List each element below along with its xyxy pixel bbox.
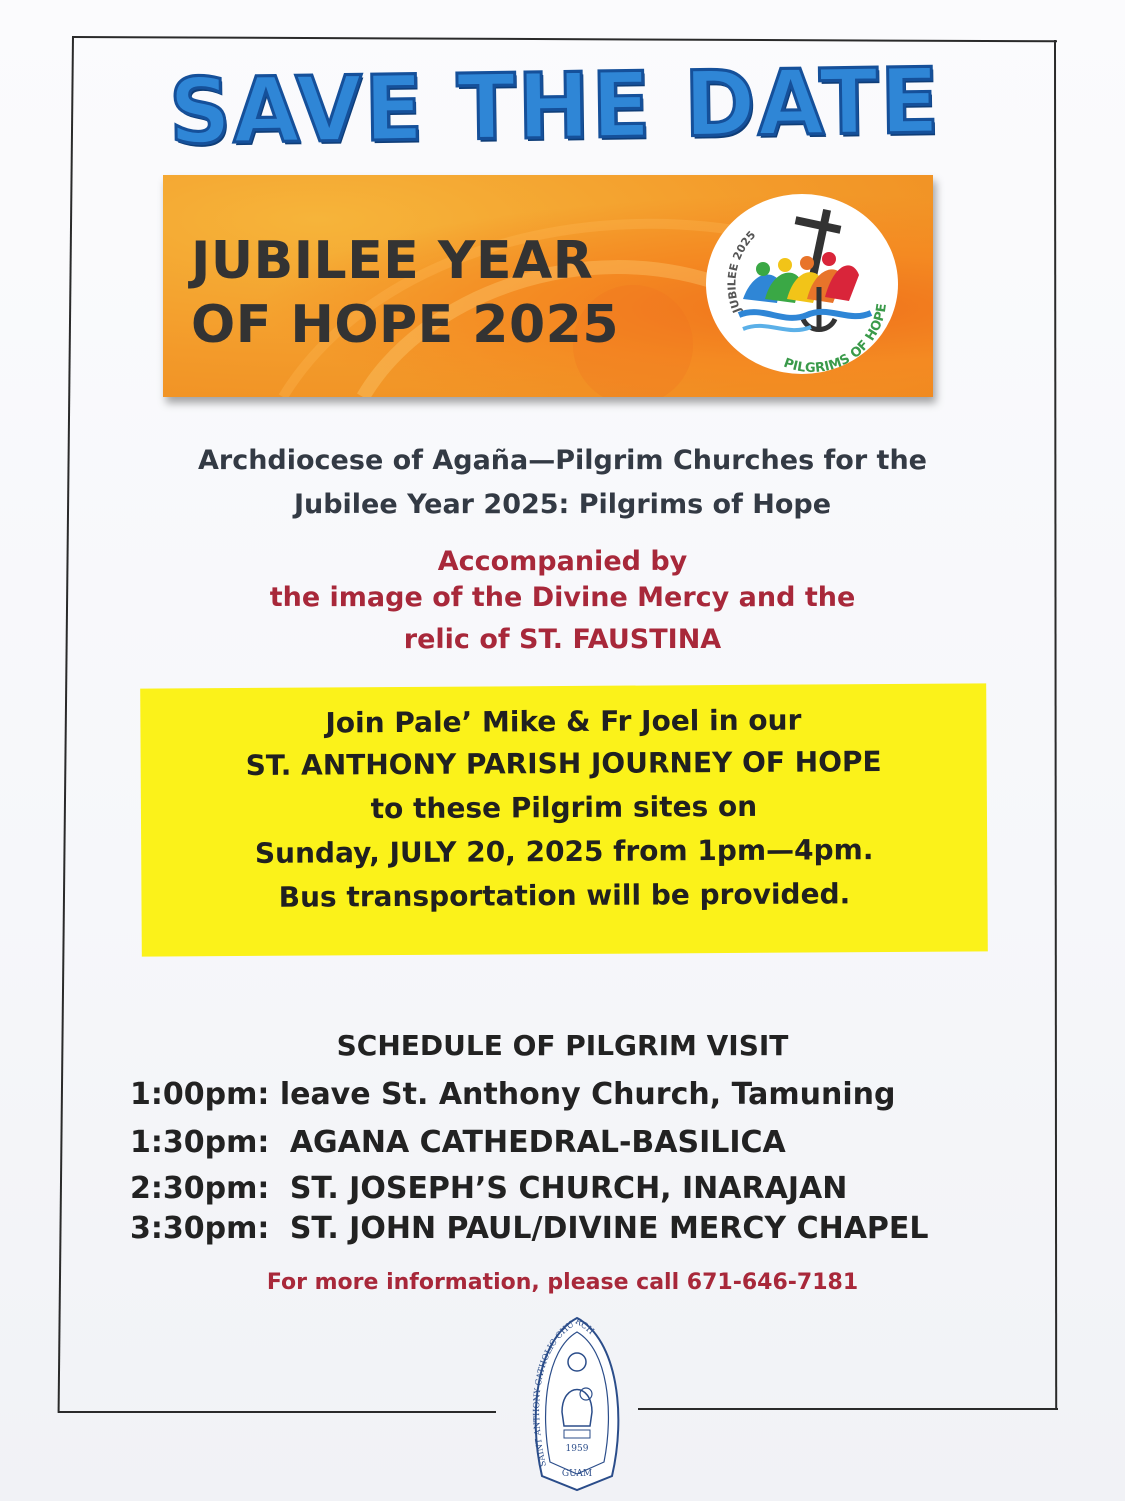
- logo-text-bottom: PILGRIMS OF HOPE: [781, 302, 890, 377]
- intro-line-2: Jubilee Year 2025: Pilgrims of Hope: [293, 489, 832, 520]
- contact-info: For more information, please call 671-646-7181: [266, 1270, 859, 1295]
- accompanied-line-1: Accompanied by: [437, 546, 688, 577]
- frame-border-bottom-right: [638, 1408, 1058, 1410]
- schedule-item: [130, 1211, 1030, 1246]
- schedule-time: 3:30pm:: [130, 1211, 270, 1246]
- schedule-place: ST. JOSEPH’S CHURCH, INARAJAN: [289, 1171, 848, 1206]
- jubilee-banner: [163, 175, 933, 397]
- save-the-date-headline: SAVE THE DATE: [168, 49, 942, 165]
- schedule-item: [130, 1125, 1030, 1160]
- frame-border-bottom-left: [58, 1411, 496, 1413]
- banner-title-line2: OF HOPE 2025: [191, 295, 620, 355]
- accompanied-line-2: the image of the Divine Mercy and the: [269, 582, 856, 613]
- schedule-place: leave St. Anthony Church, Tamuning: [279, 1077, 896, 1112]
- invitation-highlight-box: [140, 683, 988, 956]
- schedule-title: SCHEDULE OF PILGRIM VISIT: [336, 1029, 789, 1062]
- parish-seal-logo: [528, 1316, 626, 1492]
- jubilee-pilgrims-logo: [703, 191, 901, 377]
- logo-text-top: JUBILEE 2025: [725, 228, 759, 315]
- schedule-item: [130, 1171, 1030, 1206]
- invite-line-2: ST. ANTHONY PARISH JOURNEY OF HOPE: [245, 745, 882, 782]
- invite-line-1: Join Pale’ Mike & Fr Joel in our: [325, 703, 802, 740]
- frame-border-right: [1054, 40, 1057, 1410]
- invite-line-5: Bus transportation will be provided.: [278, 877, 851, 914]
- accompanied-line-3: relic of ST. FAUSTINA: [403, 624, 722, 655]
- frame-border-top: [72, 36, 1057, 42]
- seal-text: SAINT ANTHONY CATHOLIC CHURCH: [532, 1316, 596, 1468]
- banner-title-line1: JUBILEE YEAR: [191, 231, 594, 291]
- schedule-time: 2:30pm:: [130, 1171, 270, 1206]
- seal-place: GUAM: [561, 1469, 593, 1479]
- frame-border-left: [58, 36, 74, 1413]
- schedule-place: AGANA CATHEDRAL-BASILICA: [289, 1125, 786, 1160]
- intro-line-1: Archdiocese of Agaña—Pilgrim Churches for the: [197, 445, 927, 476]
- schedule-item: [130, 1077, 1030, 1112]
- schedule-time: 1:00pm:: [130, 1077, 270, 1112]
- invite-line-3: to these Pilgrim sites on: [370, 789, 758, 826]
- seal-year: 1959: [565, 1444, 589, 1454]
- schedule-place: ST. JOHN PAUL/DIVINE MERCY CHAPEL: [289, 1211, 929, 1246]
- schedule-time: 1:30pm:: [130, 1125, 270, 1160]
- invite-line-4: Sunday, JULY 20, 2025 from 1pm—4pm.: [254, 833, 874, 870]
